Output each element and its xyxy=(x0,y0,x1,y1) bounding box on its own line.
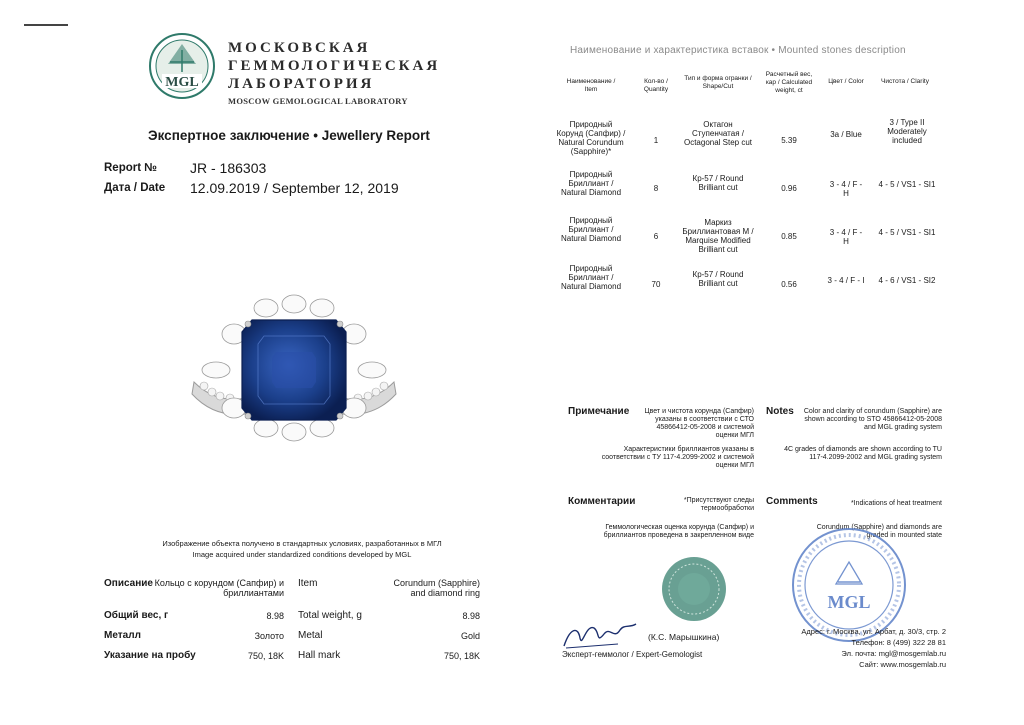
col-header-item: Наименование / Item xyxy=(566,78,616,93)
ring-image xyxy=(186,286,402,446)
stone-qty: 70 xyxy=(651,280,661,289)
detail-value-ru: Золото xyxy=(254,631,284,641)
stone-shape: Кр-57 / Round Brilliant cut xyxy=(692,174,744,192)
stone-name: Природный Бриллиант / Natural Diamond xyxy=(560,216,622,243)
notes-heading-ru: Примечание xyxy=(568,406,630,417)
lab-name-line1: МОСКОВСКАЯ xyxy=(228,40,371,56)
detail-value-en: Gold xyxy=(460,631,480,641)
lab-name-line2: ГЕММОЛОГИЧЕСКАЯ xyxy=(228,58,441,74)
stone-color: 3 - 4 / F - H xyxy=(829,228,863,246)
stone-qty: 1 xyxy=(653,136,659,145)
stone-color: 3 - 4 / F - I xyxy=(827,276,865,285)
stone-name: Природный Корунд (Сапфир) / Natural Corundum (Sapphire)* xyxy=(556,120,626,156)
stamp-text: MGL xyxy=(827,592,871,612)
report-date-value: 12.09.2019 / September 12, 2019 xyxy=(190,180,399,196)
detail-value-en: 750, 18K xyxy=(443,651,480,661)
col-header-color: Цвет / Color xyxy=(828,78,864,85)
notes-text-en-2: 4C grades of diamonds are shown according to TU 117-4.2099-2002 and MGL grading system xyxy=(784,446,942,461)
expert-signature-icon xyxy=(560,618,640,652)
stone-clarity: 3 / Type II Moderately included xyxy=(887,118,927,145)
notes-text-en-1: Color and clarity of corundum (Sapphire) are shown according to STO 45866412-05-2008 and MGL grading system xyxy=(803,408,942,431)
stone-weight: 0.85 xyxy=(781,232,797,241)
detail-value-en: Corundum (Sapphire) and diamond ring xyxy=(393,578,480,598)
comments-text-ru-2: Геммологическая оценка корунда (Сапфир) и бриллиантов проведена в закрепленном виде xyxy=(603,524,754,539)
contact-email: Эл. почта: mgl@mosgemlab.ru xyxy=(841,649,946,658)
comments-heading-ru: Комментарии xyxy=(568,496,636,507)
col-header-clarity: Чистота / Clarity xyxy=(881,78,929,85)
contact-phone: Телефон: 8 (499) 322 28 81 xyxy=(851,638,946,647)
stone-color: 3а / Blue xyxy=(830,130,862,139)
col-header-shape: Тип и форма огранки / Shape/Cut xyxy=(684,75,752,90)
detail-label-ru: Металл xyxy=(104,630,141,641)
image-caption-ru: Изображение объекта получено в стандартных условиях, разработанных в МГЛ xyxy=(162,539,442,548)
expert-title: Эксперт-геммолог / Expert-Gemologist xyxy=(562,650,703,659)
stone-qty: 6 xyxy=(653,232,659,241)
detail-label-ru: Описание xyxy=(104,578,153,589)
stone-name: Природный Бриллиант / Natural Diamond xyxy=(560,264,622,291)
report-number-label: Report № xyxy=(104,162,158,174)
detail-value-ru: 750, 18K xyxy=(247,651,284,661)
contact-site: Сайт: www.mosgemlab.ru xyxy=(859,660,946,669)
notes-heading-en: Notes xyxy=(766,406,794,417)
logo-text: MGL xyxy=(165,75,199,90)
comments-heading-en: Comments xyxy=(766,496,818,507)
stone-weight: 0.96 xyxy=(781,184,797,193)
lab-logo-icon xyxy=(148,32,216,100)
detail-value-ru: 8.98 xyxy=(266,611,284,621)
notes-text-ru-1: Цвет и чистота корунда (Сапфир) указаны в соответствии с СТО 45866412-05-2008 и системой оценки МГЛ xyxy=(644,408,754,439)
stone-clarity: 4 - 5 / VS1 - SI1 xyxy=(878,228,936,237)
stone-clarity: 4 - 5 / VS1 - SI1 xyxy=(878,180,936,189)
image-caption-en: Image acquired under standardized conditions developed by MGL xyxy=(192,550,412,559)
detail-label-en: Item xyxy=(298,578,318,589)
detail-label-ru: Общий вес, г xyxy=(104,610,169,621)
lab-name-english: MOSCOW GEMOLOGICAL LABORATORY xyxy=(228,96,408,106)
stone-color: 3 - 4 / F - H xyxy=(829,180,863,198)
notes-text-ru-2: Характеристики бриллиантов указаны в соответствии с ТУ 117-4.2099-2002 и системой оценки МГЛ xyxy=(601,446,754,469)
stone-weight: 0.56 xyxy=(781,280,797,289)
embossed-seal-icon xyxy=(660,555,728,623)
scan-mark xyxy=(24,24,68,26)
stone-shape: Маркиз Бриллиантовая М / Marquise Modified Brilliant cut xyxy=(682,218,754,254)
stone-name: Природный Бриллиант / Natural Diamond xyxy=(560,170,622,197)
comments-text-en-1: *Indications of heat treatment xyxy=(850,500,942,507)
report-number-value: JR - 186303 xyxy=(190,160,267,176)
detail-label-ru: Указание на пробу xyxy=(104,650,196,661)
comments-text-ru-1: *Присутствуют следы термообработки xyxy=(683,497,754,512)
detail-label-en: Hall mark xyxy=(298,650,341,661)
comments-text-en-2: Corundum (Sapphire) and diamonds are graded in mounted state xyxy=(816,524,942,539)
stones-section-title: Наименование и характеристика вставок • Mounted stones description xyxy=(570,45,906,56)
detail-value-en: 8.98 xyxy=(462,611,480,621)
col-header-quantity: Кол-во / Quantity xyxy=(643,78,669,93)
stone-shape: Октагон Ступенчатая / Octagonal Step cut xyxy=(683,120,753,147)
contact-address: Адрес: г. Москва, ул. Арбат, д. 30/3, стр. 2 xyxy=(801,627,946,636)
detail-value-ru: Кольцо с корундом (Сапфир) и бриллиантами xyxy=(154,578,284,598)
stone-qty: 8 xyxy=(653,184,659,193)
detail-label-en: Metal xyxy=(298,630,323,641)
stone-weight: 5.39 xyxy=(781,136,797,145)
stone-clarity: 4 - 6 / VS1 - SI2 xyxy=(878,276,936,285)
report-title: Экспертное заключение • Jewellery Report xyxy=(148,128,430,143)
stone-shape: Кр-57 / Round Brilliant cut xyxy=(692,270,744,288)
lab-name-line3: ЛАБОРАТОРИЯ xyxy=(228,76,375,92)
expert-name: (К.С. Марышкина) xyxy=(648,632,720,642)
col-header-weight: Расчетный вес, кар / Calculated weight, ct xyxy=(765,71,813,94)
detail-label-en: Total weight, g xyxy=(298,610,362,621)
report-date-label: Дата / Date xyxy=(104,182,166,194)
